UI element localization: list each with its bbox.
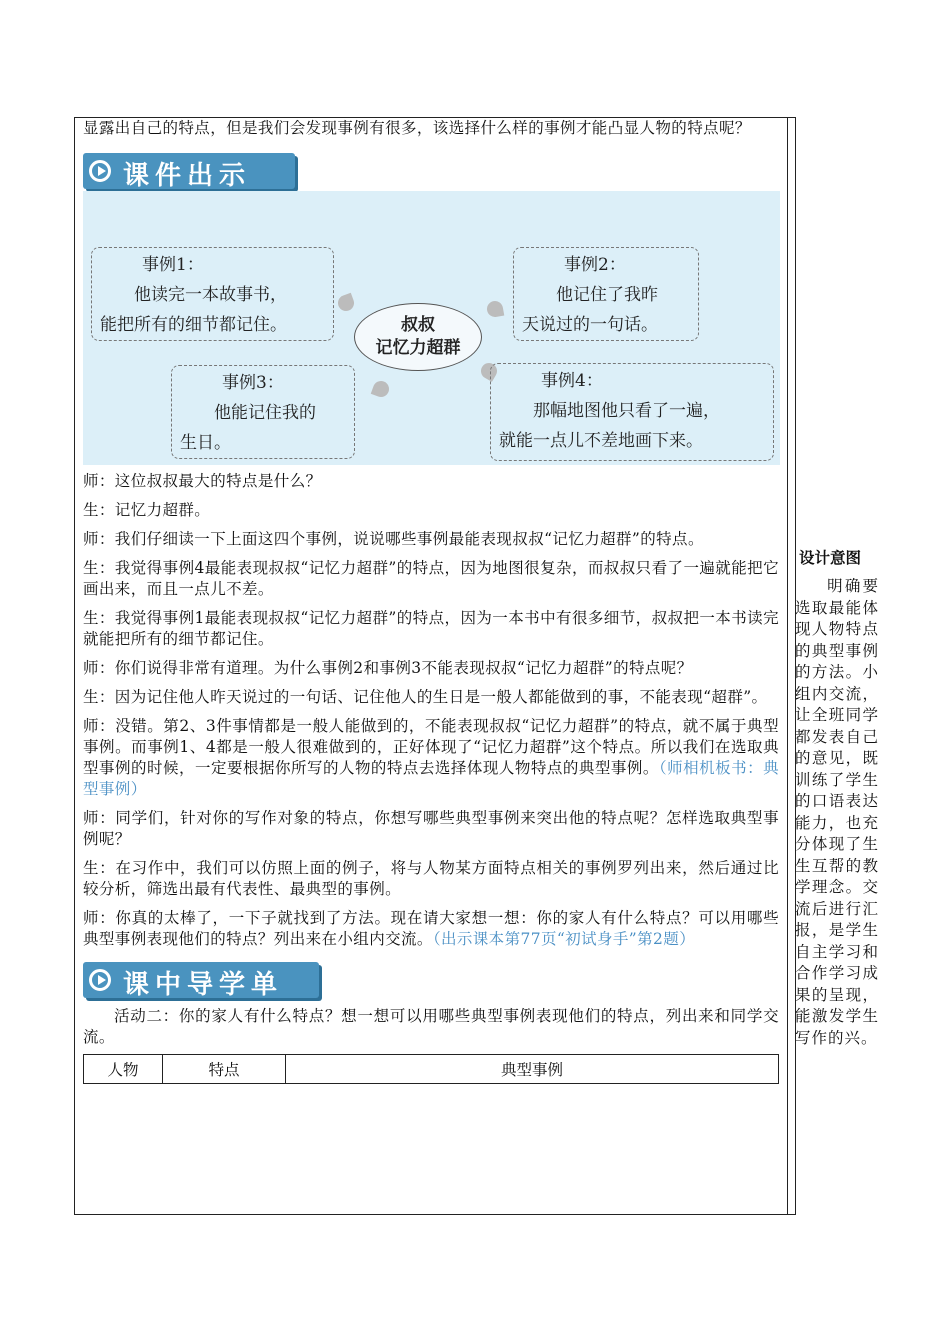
dialogue-line: 师：我们仔细读一下上面这四个事例，说说哪些事例最能表现叔叔“记忆力超群”的特点。 xyxy=(83,530,704,548)
dialogue-line: 生：因为记住他人昨天说过的一句话、记住他人的生日是一般人都能做到的事，不能表现“超群”。 xyxy=(83,688,768,706)
example-title: 事例3： xyxy=(222,373,284,393)
dialogue-line: 师：同学们，针对你的写作对象的特点，你想写哪些典型事例来突出他的特点呢？怎样选取典型事例呢？ xyxy=(83,809,779,848)
dialogue-text: 师：没错。第2、3件事情都是一般人能做到的，不能表现叔叔“记忆力超群”的特点，就不属于典型事例。而事例1、4都是一般人很难做到的，正好体现了“记忆力超群”这个特点。所以我们在选取典型事例的时候，一定要根据你所写的人物的特点去选择体现人物特点的典型事例。 xyxy=(83,717,779,777)
dialogue-line: 师：你们说得非常有道理。为什么事例2和事例3不能表现叔叔“记忆力超群”的特点呢？ xyxy=(83,659,693,677)
play-triangle-icon xyxy=(98,166,106,176)
example-diagram xyxy=(83,191,780,465)
example-title: 事例4： xyxy=(541,371,603,391)
table-header-cell: 典型事例 xyxy=(286,1055,779,1084)
main-column xyxy=(83,118,779,1084)
example-text-line: 他读完一本故事书， xyxy=(134,285,287,305)
example-text-line: 那幅地图他只看了一遍， xyxy=(533,401,720,421)
teacher-note: （出示课本第77页“初试身手”第2题） xyxy=(432,930,696,948)
banner-pill xyxy=(83,962,319,998)
dialogue-line: 师：这位叔叔最大的特点是什么？ xyxy=(83,472,322,490)
center-label-line2: 记忆力超群 xyxy=(375,338,461,358)
banner-title: 课中导学单 xyxy=(123,970,284,1000)
play-triangle-icon xyxy=(98,975,106,985)
design-intent-title: 设计意图 xyxy=(799,549,862,567)
dialogue-line xyxy=(83,716,779,800)
teacher-note: （师相机板书：典型事例） xyxy=(83,759,779,798)
example-text-line: 他记住了我昨 xyxy=(556,285,658,305)
example-card-3 xyxy=(171,365,355,459)
example-text-line: 生日。 xyxy=(180,433,231,453)
table-header-cell: 特点 xyxy=(163,1055,286,1084)
dialogue-list xyxy=(83,471,779,950)
dialogue-line: 生：在习作中，我们可以仿照上面的例子，将与人物某方面特点相关的事例罗列出来，然后通过比较分析，筛选出最有代表性、最典型的事例。 xyxy=(83,859,779,898)
droplet-icon xyxy=(486,300,505,319)
banner-title: 课件出示 xyxy=(123,161,252,191)
banner-pill xyxy=(83,153,295,189)
example-card-2 xyxy=(513,247,699,341)
dialogue-line: 生：我觉得事例1最能表现叔叔“记忆力超群”的特点，因为一本书中有很多细节，叔叔把一本书读完就能把所有的细节都记住。 xyxy=(83,609,779,648)
example-text-line: 就能一点儿不差地画下来。 xyxy=(499,431,703,451)
example-card-1 xyxy=(91,247,334,341)
example-title: 事例2： xyxy=(564,255,626,275)
design-intent-body: 明确要选取最能体现人物特点的典型事例的方法。小组内交流，让全班同学都发表自己的意见，既训练了学生的口语表达能力，也充分体现了生生互帮的教学理念。交流后进行汇报，是学生自主学习和合作学习成果的呈现，能激发学生写作的兴。 xyxy=(795,577,879,1047)
droplet-icon xyxy=(336,293,357,314)
dialogue-text: 师：你真的太棒了，一下子就找到了方法。现在请大家想一想：你的家人有什么特点？可以用哪些典型事例表现他们的特点？列出来在小组内交流。 xyxy=(83,909,779,948)
example-table xyxy=(83,1054,779,1084)
example-text-line: 能把所有的细节都记住。 xyxy=(100,315,287,335)
column-divider xyxy=(787,118,788,1214)
droplet-icon xyxy=(371,379,392,400)
dialogue-line: 生：我觉得事例4最能表现叔叔“记忆力超群”的特点，因为地图很复杂，而叔叔只看了一遍就能把它画出来，而且一点儿不差。 xyxy=(83,559,779,598)
example-card-4 xyxy=(490,363,774,461)
courseware-banner xyxy=(83,149,779,193)
table-header-row xyxy=(84,1055,779,1084)
dialogue-line xyxy=(83,908,779,950)
intro-paragraph: 显露出自己的特点，但是我们会发现事例有很多，该选择什么样的事例才能凸显人物的特点呢？ xyxy=(83,119,751,137)
example-text-line: 天说过的一句话。 xyxy=(522,315,658,335)
center-oval xyxy=(354,303,482,371)
activity-text: 活动二：你的家人有什么特点？想一想可以用哪些典型事例表现他们的特点，列出来和同学交流。 xyxy=(83,1007,779,1046)
table-header-cell: 人物 xyxy=(84,1055,163,1084)
example-text-line: 他能记住我的 xyxy=(214,403,316,423)
example-title: 事例1： xyxy=(142,255,204,275)
lesson-table xyxy=(74,117,879,1215)
design-intent-text xyxy=(795,576,879,1049)
center-label-line1: 叔叔 xyxy=(401,315,435,335)
dialogue-line: 生：记忆力超群。 xyxy=(83,501,211,519)
guide-banner xyxy=(83,958,779,1002)
